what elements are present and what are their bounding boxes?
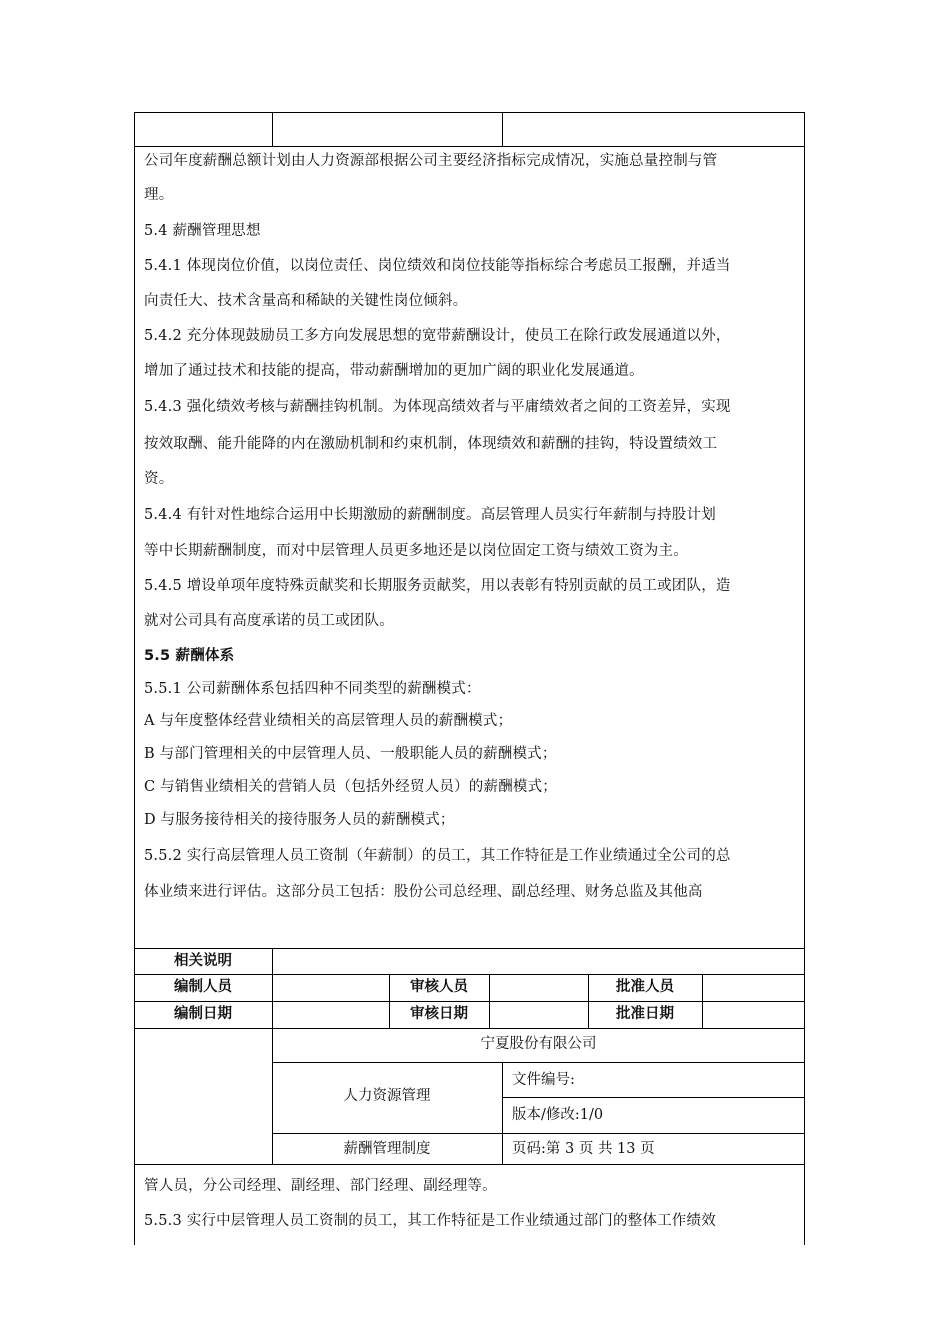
paragraph: 资。 <box>144 471 174 487</box>
header-col <box>502 1062 503 1165</box>
list-item: B 与部门管理相关的中层管理人员、一般职能人员的薪酬模式； <box>144 746 557 762</box>
header-row-divider <box>272 1062 805 1063</box>
related-notes-label: 相关说明 <box>174 953 232 969</box>
paragraph: 5.4.3 强化绩效考核与薪酬挂钩机制。为体现高绩效者与平庸绩效者之间的工资差异，实现 <box>144 399 731 415</box>
company-name: 宁夏股份有限公司 <box>480 1036 597 1052</box>
review-date-label: 审核日期 <box>410 1006 468 1022</box>
approval-col <box>272 948 273 1029</box>
top-row-divider <box>134 146 805 147</box>
approval-row-divider <box>134 1001 805 1002</box>
paragraph: 等中长期薪酬制度，而对中层管理人员更多地还是以岗位固定工资与绩效工资为主。 <box>144 543 688 559</box>
approver-label: 批准人员 <box>616 979 674 995</box>
list-item: D 与服务接待相关的接待服务人员的薪酬模式； <box>144 812 455 828</box>
paragraph: 就对公司具有高度承诺的员工或团队。 <box>144 613 394 629</box>
paragraph: 管人员，分公司经理、副经理、部门经理、副经理等。 <box>144 1178 497 1194</box>
compile-date-label: 编制日期 <box>174 1006 232 1022</box>
paragraph: 按效取酬、能升能降的内在激励机制和约束机制，体现绩效和薪酬的挂钩，特设置绩效工 <box>144 436 718 452</box>
list-item: A 与年度整体经营业绩相关的高层管理人员的薪酬模式； <box>144 713 513 729</box>
compiler-label: 编制人员 <box>174 979 232 995</box>
list-item: C 与销售业绩相关的营销人员（包括外经贸人员）的薪酬模式； <box>144 779 558 795</box>
paragraph: 5.4.5 增设单项年度特殊贡献奖和长期服务贡献奖，用以表彰有特别贡献的员工或团队，造 <box>144 578 731 594</box>
paragraph: 理。 <box>144 187 174 203</box>
document-number: 文件编号: <box>512 1072 575 1088</box>
approve-date-label: 批准日期 <box>616 1006 674 1022</box>
continuation-left-border <box>134 1165 135 1245</box>
header-row-divider <box>272 1133 805 1134</box>
paragraph: 体业绩来进行评估。这部分员工包括：股份公司总经理、副总经理、财务总监及其他高 <box>144 884 703 900</box>
paragraph: 公司年度薪酬总额计划由人力资源部根据公司主要经济指标完成情况，实施总量控制与管 <box>144 153 718 169</box>
section-heading-5-5: 5.5 薪酬体系 <box>144 648 235 664</box>
paragraph: 5.4.1 体现岗位价值，以岗位责任、岗位绩效和岗位技能等指标综合考虑员工报酬，并适当 <box>144 258 731 274</box>
paragraph: 5.5.3 实行中层管理人员工资制的员工，其工作特征是工作业绩通过部门的整体工作绩效 <box>144 1213 716 1229</box>
top-row-col1 <box>272 112 273 146</box>
top-row-col2 <box>502 112 503 146</box>
paragraph: 增加了通过技术和技能的提高，带动薪酬增加的更加广阔的职业化发展通道。 <box>144 363 644 379</box>
paragraph: 5.4.4 有针对性地综合运用中长期激励的薪酬制度。高层管理人员实行年薪制与持股计划 <box>144 507 716 523</box>
page-number: 页码:第 3 页 共 13 页 <box>512 1141 655 1157</box>
continuation-right-border <box>804 1165 805 1245</box>
paragraph: 5.4.2 充分体现鼓励员工多方向发展思想的宽带薪酬设计，使员工在除行政发展通道以外， <box>144 328 731 344</box>
section-heading-5-4: 5.4 薪酬管理思想 <box>144 223 261 239</box>
header-row-divider <box>502 1097 805 1098</box>
approval-col <box>489 974 490 1029</box>
paragraph: 5.5.1 公司薪酬体系包括四种不同类型的薪酬模式： <box>144 681 481 697</box>
version-info: 版本/修改:1/0 <box>512 1107 604 1123</box>
department-name: 人力资源管理 <box>343 1088 431 1104</box>
document-title: 薪酬管理制度 <box>343 1141 431 1157</box>
reviewer-label: 审核人员 <box>410 979 468 995</box>
approval-row-divider <box>134 974 805 975</box>
paragraph: 向责任大、技术含量高和稀缺的关键性岗位倾斜。 <box>144 293 468 309</box>
paragraph: 5.5.2 实行高层管理人员工资制（年薪制）的员工，其工作特征是工作业绩通过全公司的总 <box>144 848 731 864</box>
approval-col <box>702 974 703 1029</box>
